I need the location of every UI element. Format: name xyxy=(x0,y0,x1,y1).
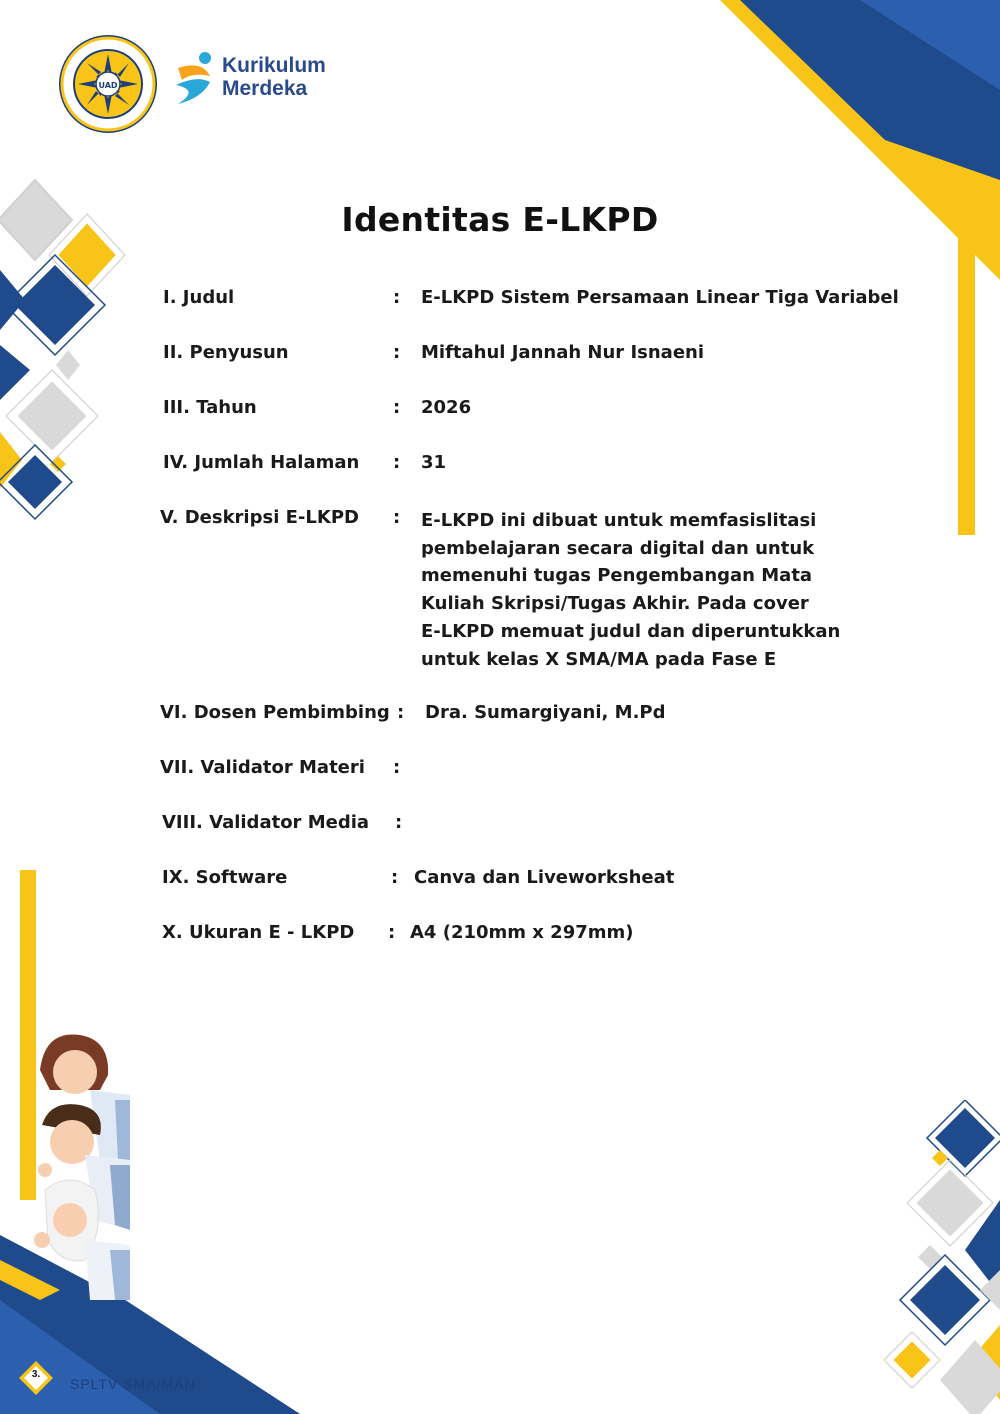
row-label: III. Tahun xyxy=(163,397,257,418)
row-colon: : xyxy=(391,867,399,888)
description-text xyxy=(421,507,841,673)
row-value: Dra. Sumargiyani, M.Pd xyxy=(425,702,666,723)
description-line: Kuliah Skripsi/Tugas Akhir. Pada cover xyxy=(421,593,809,615)
row-value: 2026 xyxy=(421,397,472,418)
description-line: pembelajaran secara digital dan untuk xyxy=(421,537,815,559)
row-value: Canva dan Liveworksheat xyxy=(414,867,675,888)
footer-caption: SPLTV SMA/MAN xyxy=(70,1376,196,1392)
row-colon: : xyxy=(393,397,401,418)
students-illustration xyxy=(30,1030,140,1300)
row-value: E-LKPD Sistem Persamaan Linear Tiga Variabel xyxy=(421,287,899,308)
kurikulum-merdeka-icon xyxy=(172,50,217,110)
description-line: E-LKPD memuat judul dan diperuntukkan xyxy=(421,620,841,642)
row-label: IV. Jumlah Halaman xyxy=(163,452,360,473)
row-colon: : xyxy=(388,922,396,943)
description-line: E-LKPD ini dibuat untuk memfasislitasi xyxy=(421,510,817,531)
row-value: Miftahul Jannah Nur Isnaeni xyxy=(421,342,705,363)
university-logo xyxy=(58,34,158,134)
row-colon: : xyxy=(395,812,403,833)
row-label: I. Judul xyxy=(163,287,235,308)
svg-text:UAD: UAD xyxy=(98,81,118,90)
kurikulum-merdeka-logo xyxy=(172,50,342,110)
university-seal-icon xyxy=(58,34,158,134)
merdeka-text: Merdeka xyxy=(222,77,308,100)
page-title: Identitas E-LKPD xyxy=(341,200,659,239)
row-value: A4 (210mm x 297mm) xyxy=(410,922,634,943)
description-line: untuk kelas X SMA/MA pada Fase E xyxy=(421,648,777,670)
row-colon: : xyxy=(393,452,401,473)
row-colon: : xyxy=(397,702,405,723)
right-diamond-decoration xyxy=(870,1100,1000,1414)
kurikulum-text: Kurikulum xyxy=(222,54,326,77)
row-label: IX. Software xyxy=(162,867,288,888)
row-label: VII. Validator Materi xyxy=(160,757,365,778)
row-label: X. Ukuran E - LKPD xyxy=(162,922,355,943)
row-colon: : xyxy=(393,507,401,528)
row-value: 31 xyxy=(421,452,447,473)
description-line: memenuhi tugas Pengembangan Mata xyxy=(421,565,813,587)
row-label: VI. Dosen Pembimbing xyxy=(160,702,390,723)
row-colon: : xyxy=(393,342,401,363)
row-colon: : xyxy=(393,287,401,308)
page-number: 3. xyxy=(31,1369,41,1380)
row-colon: : xyxy=(393,757,401,778)
row-label: VIII. Validator Media xyxy=(162,812,370,833)
row-label: V. Deskripsi E-LKPD xyxy=(160,507,359,528)
row-label: II. Penyusun xyxy=(163,342,289,363)
